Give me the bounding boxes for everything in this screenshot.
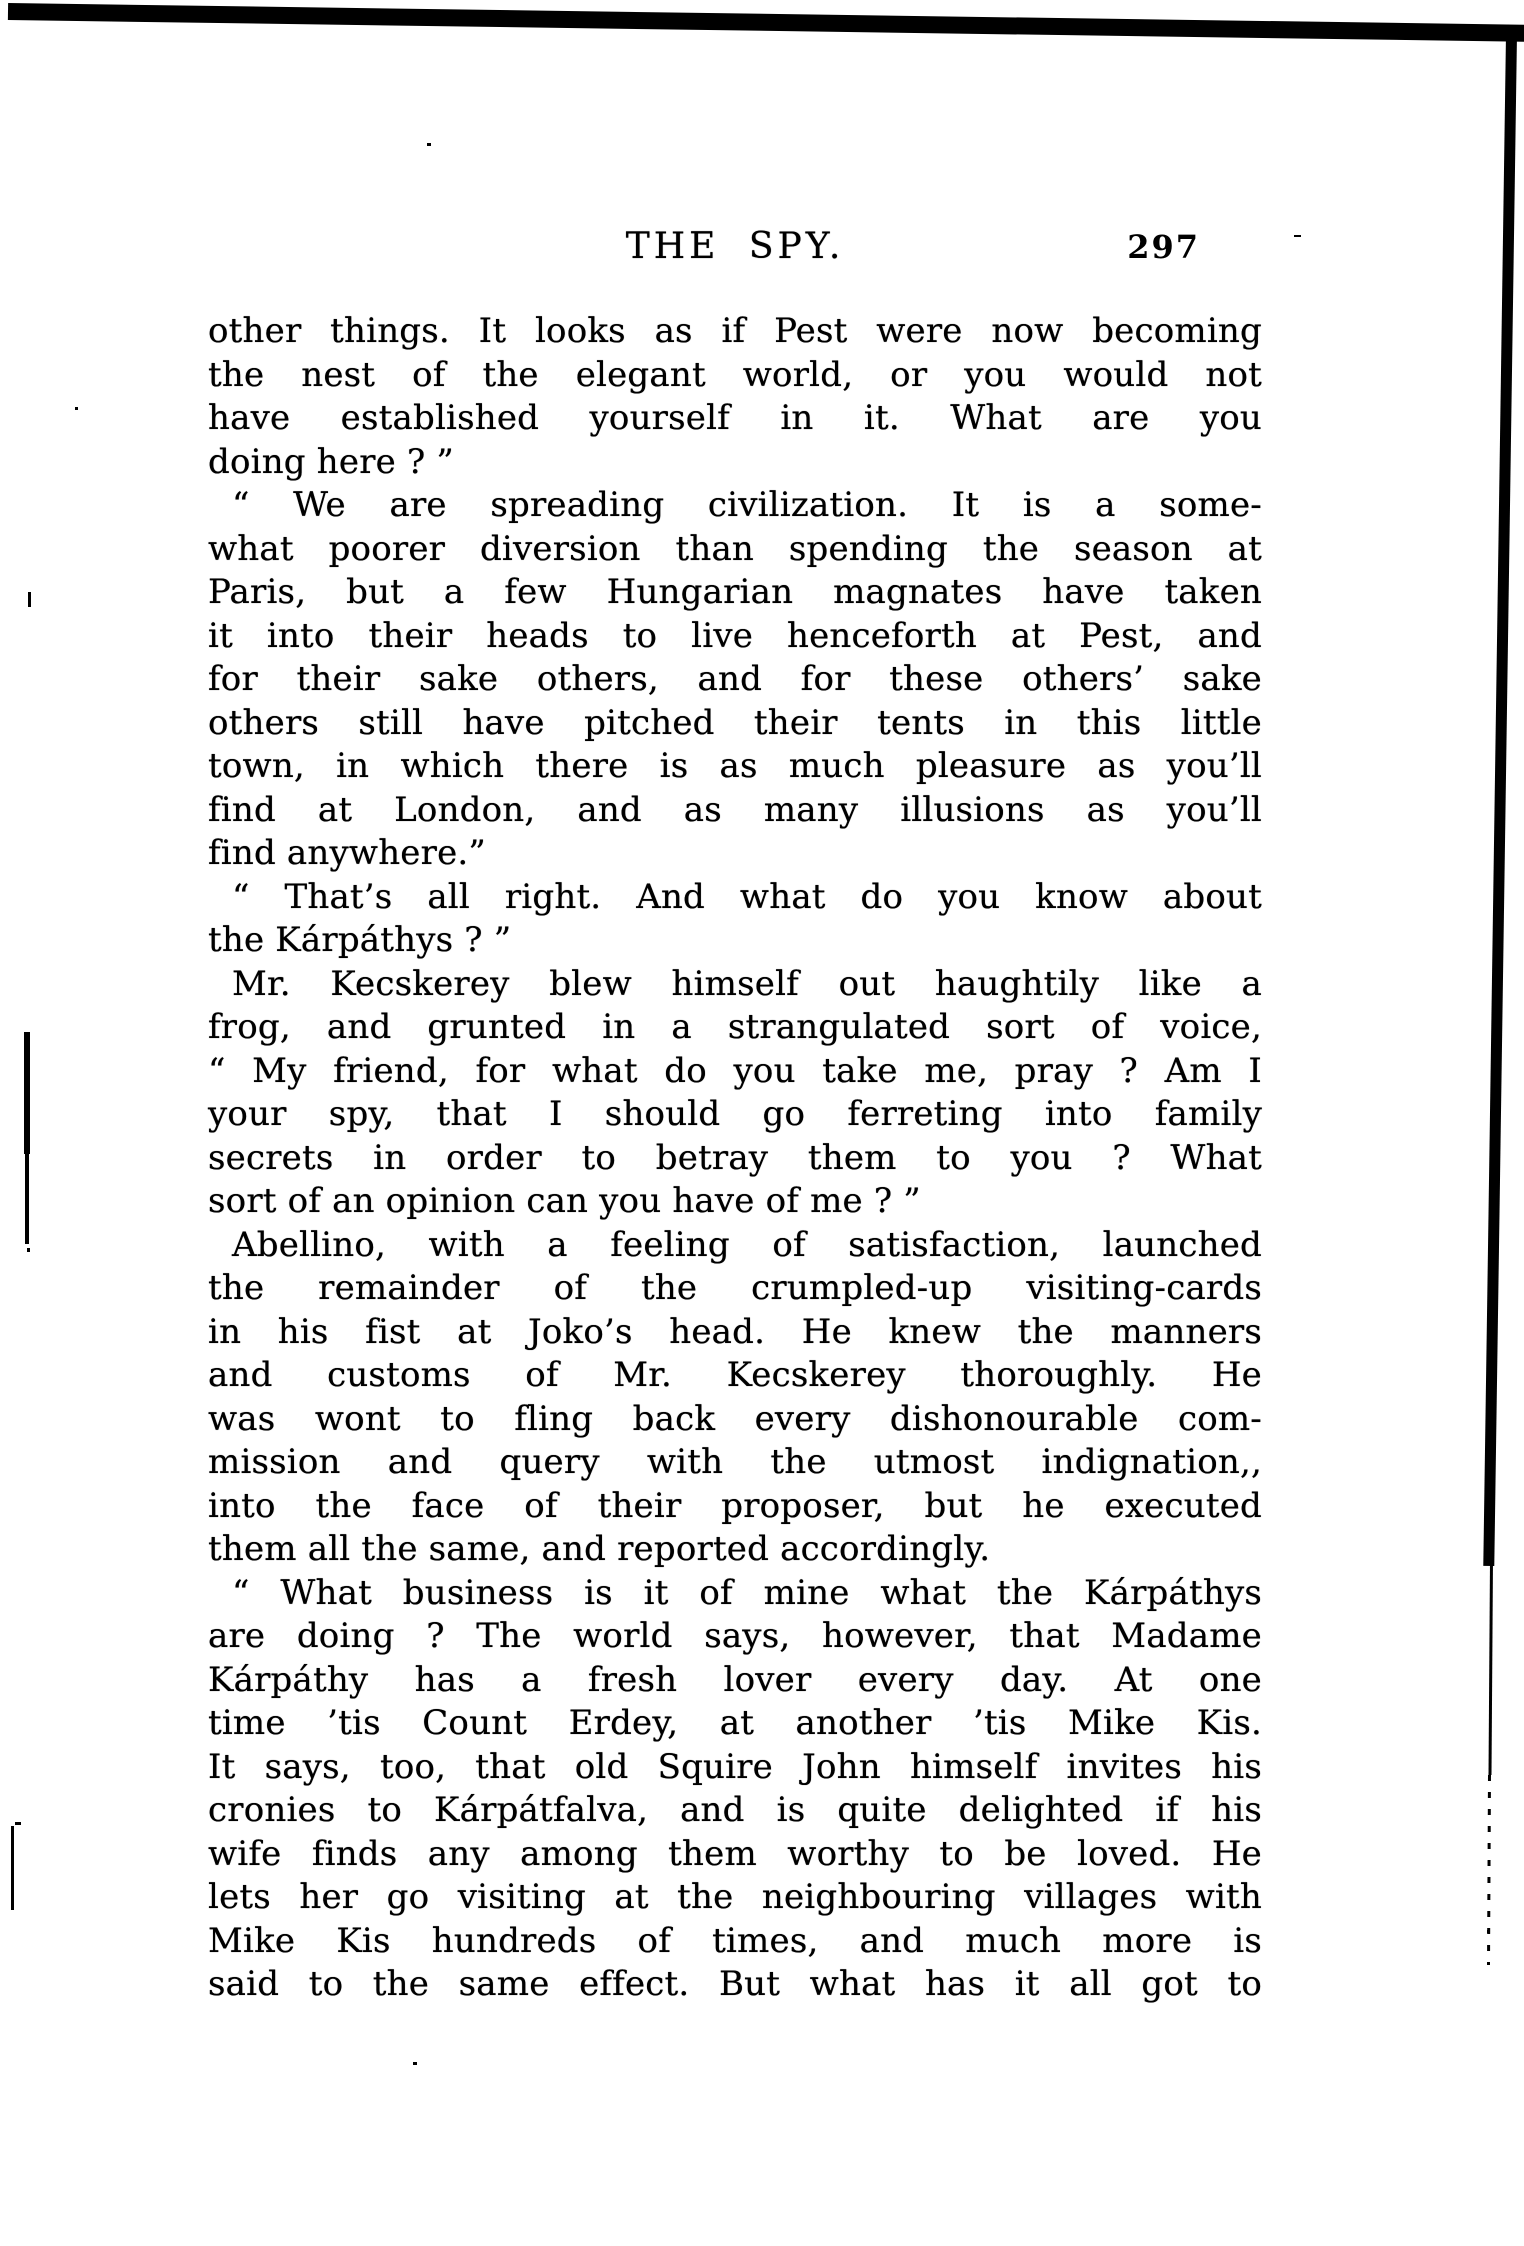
text-line: secrets in order to betray them to you ? What: [208, 1137, 1262, 1178]
scan-artifact-right-edge-line: [1483, 34, 1517, 1566]
text-line: sort of an opinion can you have of me ? ”: [208, 1181, 921, 1221]
scan-speck: [1294, 235, 1301, 237]
text-line: town, in which there is as much pleasure as you’ll: [208, 746, 1262, 786]
body-text: [208, 310, 1262, 2007]
text-line: find anywhere.”: [208, 833, 486, 873]
scan-speck: [413, 2062, 417, 2065]
text-line: and customs of Mr. Kecskerey thoroughly. He: [208, 1355, 1262, 1395]
scan-speck: [427, 143, 431, 146]
text-line: your spy, that I should go ferreting into family: [208, 1094, 1262, 1134]
text-line: wife finds any among them worthy to be loved. He: [208, 1833, 1262, 1874]
text-line: for their sake others, and for these others’ sake: [208, 659, 1262, 699]
text-line: Mike Kis hundreds of times, and much more is: [208, 1920, 1262, 1961]
text-line: into the face of their proposer, but he executed: [208, 1485, 1262, 1526]
text-line: time ’tis Count Erdey, at another ’tis Mike Kis.: [208, 1703, 1262, 1743]
page-header: [208, 226, 1262, 266]
text-line: Abellino, with a feeling of satisfaction, launched: [232, 1224, 1262, 1265]
text-line: “ What business is it of mine what the Kárpáthys: [232, 1572, 1262, 1613]
running-title: THE SPY.: [625, 226, 845, 267]
text-line: It says, too, that old Squire John himself invites his: [208, 1746, 1262, 1787]
text-line: was wont to fling back every dishonourable com-: [208, 1398, 1262, 1439]
text-line: frog, and grunted in a strangulated sort of voice,: [208, 1007, 1262, 1047]
scan-artifact-left-mark: [24, 1032, 30, 1154]
scan-artifact-right-edge-tail-dotted: [1487, 1775, 1491, 1965]
text-line: said to the same effect. But what has it all got to: [208, 1964, 1262, 2004]
scan-artifact-left-mark-lower-speck: [15, 1822, 21, 1825]
text-line: find at London, and as many illusions as you’ll: [208, 789, 1262, 830]
text-line: it into their heads to live henceforth at Pest, and: [208, 615, 1262, 656]
text-line: the remainder of the crumpled-up visiting-cards: [208, 1268, 1262, 1308]
scan-artifact-left-mark-lower: [11, 1826, 14, 1910]
text-line: lets her go visiting at the neighbouring villages with: [208, 1877, 1262, 1917]
text-line: the nest of the elegant world, or you would not: [208, 354, 1262, 395]
text-line: others still have pitched their tents in this little: [208, 702, 1262, 743]
text-line: Paris, but a few Hungarian magnates have taken: [208, 572, 1262, 612]
text-line: are doing ? The world says, however, that Madame: [208, 1616, 1262, 1656]
text-line: the Kárpáthys ? ”: [208, 920, 512, 960]
text-line: “ That’s all right. And what do you know about: [232, 876, 1262, 917]
text-line: mission and query with the utmost indignation,,: [208, 1442, 1262, 1482]
text-line: other things. It looks as if Pest were now becoming: [208, 311, 1262, 351]
text-line: “ We are spreading civilization. It is a some-: [232, 485, 1262, 525]
text-line: Mr. Kecskerey blew himself out haughtily like a: [232, 963, 1262, 1004]
scan-artifact-top-band: [8, 3, 1524, 42]
scan-artifact-right-edge-tail: [1488, 1560, 1493, 1775]
text-line: in his fist at Joko’s head. He knew the manners: [208, 1311, 1262, 1352]
scan-artifact-left-mark: [25, 1152, 29, 1244]
scan-speck: [75, 407, 78, 410]
text-line: them all the same, and reported accordingly.: [208, 1529, 991, 1569]
text-line: cronies to Kárpátfalva, and is quite delighted if his: [208, 1790, 1262, 1830]
text-line: what poorer diversion than spending the season at: [208, 528, 1262, 569]
scan-artifact-left-mark-dot: [27, 1248, 30, 1252]
text-line: “ My friend, for what do you take me, pray ? Am I: [208, 1050, 1262, 1091]
text-line: have established yourself in it. What are you: [208, 398, 1262, 438]
scan-artifact-left-tick: [28, 592, 31, 607]
text-line: doing here ? ”: [208, 441, 454, 482]
text-line: Kárpáthy has a fresh lover every day. At one: [208, 1659, 1262, 1700]
scan-speck: [1487, 1930, 1490, 1933]
page-number: 297: [1127, 228, 1200, 266]
